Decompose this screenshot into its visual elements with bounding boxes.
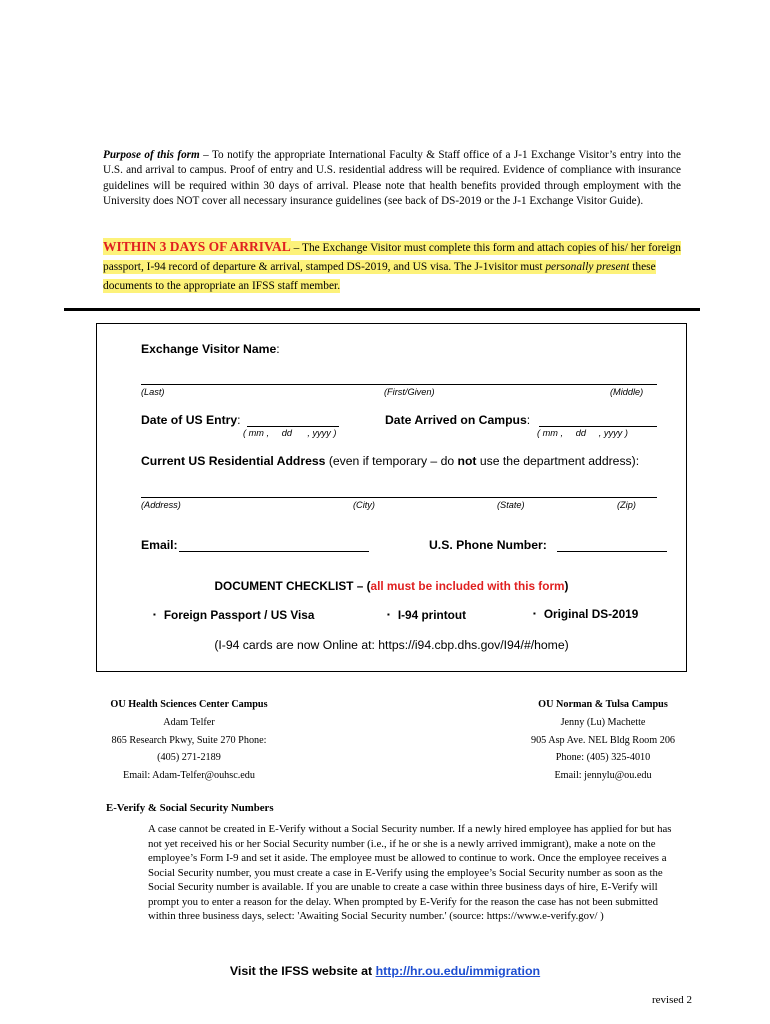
arrival-notice [103,237,683,296]
city-caption: (City) [353,500,375,510]
checklist-item-ds2019: ▪ Original DS-2019 [533,607,639,621]
arrived-date-format: ( mm , dd , yyyy ) [537,428,628,438]
address-label: Current US Residential Address (even if temporary – do not use the department address): [141,454,640,468]
contact-norman-title: OU Norman & Tulsa Campus [538,699,668,710]
contact-hsc-name: Adam Telfer [163,716,215,728]
name-label: Exchange Visitor Name: [141,342,280,356]
entry-label: Date of US Entry: [141,413,241,427]
purpose-text: – To notify the appropriate International Faculty & Staff office of a J-1 Exchange Visitor’s entry into the U.S. and arrival to campus. Proof of entry and U.S. residential address will be required. Evidence of compliance with insurance guidelines will be required within 30 days of arrival. Please note that health benefits provided through employment with the University does NOT cover all necessary insurance guidelines (see back of DS-2019 or the J-1 Exchange Visitor Guide). [103,149,681,208]
first-caption: (First/Given) [384,387,435,397]
everify-body: A case cannot be created in E-Verify without a Social Security number. If a newly hired employee has applied for but has not yet received his or her Social Security number (i.e., if he or she is a newly arrived immigrant), make a note on the employee’s Form I-9 and set it aside. The employee must be allowed to continue to work. Once the employee receives a Social Security number, you must create a case in E-Verify using the employee’s Social Security number as soon as the Social Security number is available. If you are unable to create a case within three business days of hire, E-Verify will prompt you to enter a reason for the delay. When prompted by E-Verify for the reason the case has not been submitted within three business days, select: 'Awaiting Social Security number.' (source: https://www.e-verify.gov/ ) [148,823,672,922]
last-caption: (Last) [141,387,165,397]
ifss-website-link[interactable]: http://hr.ou.edu/immigration [375,964,541,978]
email-field[interactable] [179,551,369,552]
phone-label: U.S. Phone Number: [429,538,547,552]
arrived-date-field[interactable] [539,426,657,427]
arrival-text-2: these documents to the appropriate an IFSS staff member. [103,261,656,292]
section-divider [64,308,700,311]
name-field[interactable] [141,384,657,385]
arrival-text-1: – The Exchange Visitor must complete this form and attach copies of his/ her foreign passport, I-94 record of departure & arrival, stamped DS-2019, and US visa. The J-1visitor must [103,242,681,273]
checklist-item-passport: ▪ Foreign Passport / US Visa [153,608,315,622]
contact-hsc-address: 865 Research Pkwy, Suite 270 Phone: [111,734,267,746]
contact-hsc-email: Email: Adam-Telfer@ouhsc.edu [122,770,255,782]
i94-note: (I-94 cards are now Online at: https://i94.cbp.dhs.gov/I94/#/home) [214,638,569,652]
entry-date-format: ( mm , dd , yyyy ) [243,428,337,438]
footer-text: Visit the IFSS website at [229,964,376,978]
purpose-lead: Purpose of this form [103,149,200,161]
contact-hsc [74,696,304,785]
visitor-form [96,323,687,672]
everify-heading: E-Verify & Social Security Numbers [106,802,274,814]
checklist-title: DOCUMENT CHECKLIST – (all must be included with this form) [214,579,569,593]
checklist-item-i94: ▪ I-94 printout [387,608,466,622]
address-field[interactable] [141,497,657,498]
address-caption: (Address) [141,500,181,510]
email-label: Email: [141,538,178,552]
contact-norman-address: 905 Asp Ave. NEL Bldg Room 206 [530,734,676,746]
arrival-italic: personally present [545,261,630,273]
footer-website [0,964,770,978]
state-caption: (State) [497,500,525,510]
contact-hsc-title: OU Health Sciences Center Campus [110,699,268,710]
middle-caption: (Middle) [610,387,644,397]
contact-norman-phone: Phone: (405) 325-4010 [555,752,651,764]
revision-note: revised 2 [651,994,692,1006]
contact-hsc-phone: (405) 271-2189 [157,752,221,764]
zip-caption: (Zip) [617,500,636,510]
arrived-label: Date Arrived on Campus: [385,413,531,427]
purpose-paragraph [103,148,681,210]
arrival-lead: WITHIN 3 DAYS OF ARRIVAL [103,239,291,254]
contact-norman-name: Jenny (Lu) Machette [560,716,646,728]
entry-date-field[interactable] [247,426,339,427]
contact-norman-email: Email: jennylu@ou.edu [554,770,652,782]
contact-norman [488,696,718,785]
phone-field[interactable] [557,551,667,552]
